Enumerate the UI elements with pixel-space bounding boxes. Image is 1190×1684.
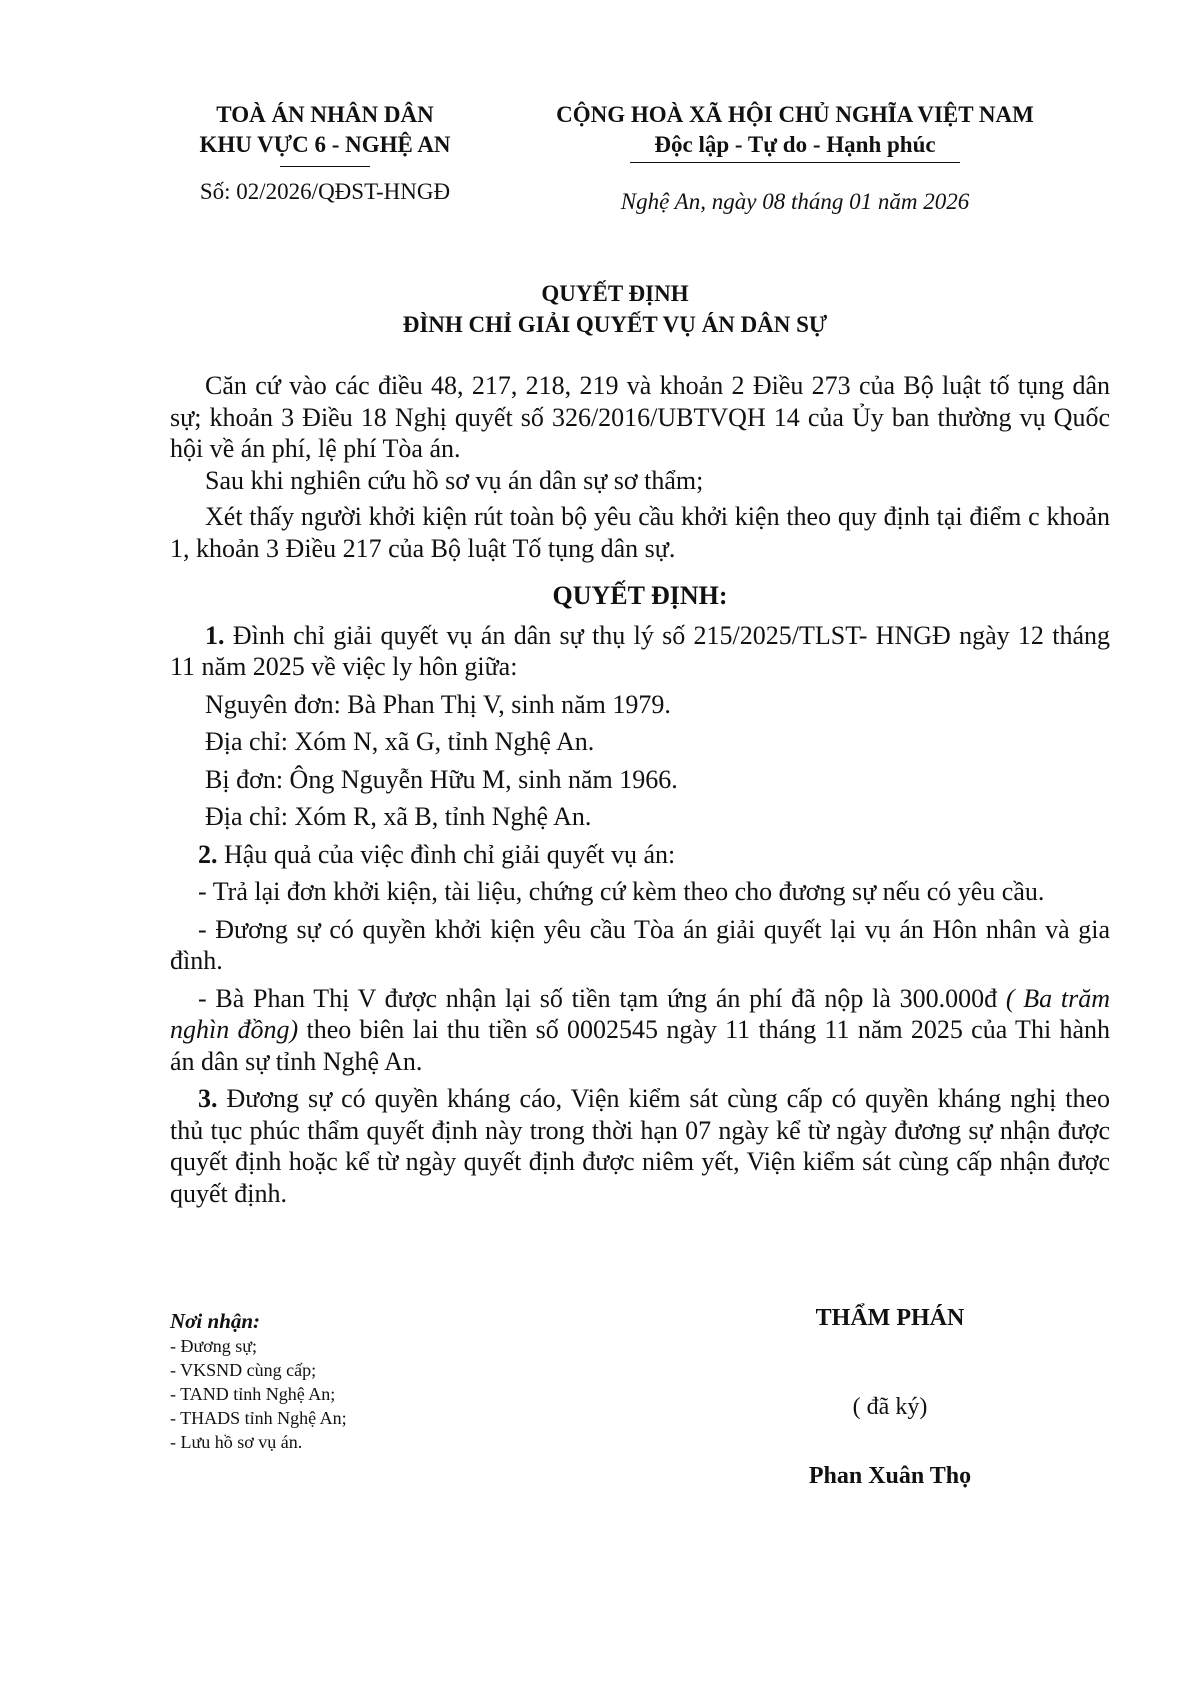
title-line1: QUYẾT ĐỊNH <box>541 281 689 306</box>
fee-receipt-text: theo biên lai thu tiền số 0002545 ngày 11 tháng 11 năm 2025 của Thi hành án dân sự tỉnh Nghệ An. <box>170 1015 1110 1076</box>
recipient-item: - TAND tỉnh Nghệ An; <box>170 1384 336 1404</box>
court-name-line2: KHU VỰC 6 - NGHỆ AN <box>199 132 451 157</box>
plaintiff: Nguyên đơn: Bà Phan Thị V, sinh năm 1979. <box>205 689 671 719</box>
national-motto: Độc lập - Tự do - Hạnh phúc <box>654 132 936 157</box>
item-2-number: 2. <box>198 839 218 869</box>
consequence-right-to-sue: - Đương sự có quyền khởi kiện yêu cầu Tòa án giải quyết lại vụ án Hôn nhân và gia đình. <box>170 914 1110 975</box>
decision-heading: QUYẾT ĐỊNH: <box>552 581 728 610</box>
recipients-block <box>170 1308 347 1454</box>
consequence-fee-refund <box>170 983 1110 1078</box>
item-1-number: 1. <box>205 620 225 650</box>
item-2 <box>170 839 1110 871</box>
national-header <box>530 100 1060 217</box>
defendant: Bị đơn: Ông Nguyễn Hữu M, sinh năm 1966. <box>205 764 678 794</box>
preamble-finding: Xét thấy người khởi kiện rút toàn bộ yêu cầu khởi kiện theo quy định tại điểm c khoản 1, khoản 3 Điều 217 của Bộ luật Tố tụng dân sự. <box>170 502 1110 563</box>
item-2-text: Hậu quả của việc đình chỉ giải quyết vụ án: <box>224 839 676 869</box>
signature-block <box>740 1305 1040 1490</box>
title-line2: ĐÌNH CHỈ GIẢI QUYẾT VỤ ÁN DÂN SỰ <box>402 312 828 337</box>
court-underline <box>280 166 370 167</box>
document-number: Số: 02/2026/QĐST-HNGĐ <box>199 179 451 204</box>
preamble-legal-basis: Căn cứ vào các điều 48, 217, 218, 219 và khoản 2 Điều 273 của Bộ luật tố tụng dân sự; khoản 3 Điều 18 Nghị quyết số 326/2016/UBTVQH 14 của Ủy ban thường vụ Quốc hội về án phí, lệ phí Tòa án. <box>170 371 1110 463</box>
recipients-label: Nơi nhận: <box>170 1309 261 1333</box>
item-1 <box>170 620 1110 683</box>
consequence-return-documents: - Trả lại đơn khởi kiện, tài liệu, chứng cứ kèm theo cho đương sự nếu có yêu cầu. <box>198 877 1045 906</box>
nation-name: CỘNG HOÀ XÃ HỘI CHỦ NGHĨA VIỆT NAM <box>556 102 1034 127</box>
item-3 <box>170 1083 1110 1209</box>
signer-role: THẨM PHÁN <box>815 1305 965 1331</box>
item-3-text: Đương sự có quyền kháng cáo, Viện kiểm sát cùng cấp có quyền kháng nghị theo thủ tục phúc thẩm quyết định này trong thời hạn 07 ngày kể từ ngày đương sự nhận được quyết định hoặc kể từ ngày quyết định được niêm yết, Viện kiểm sát cùng cấp nhận được quyết định. <box>170 1084 1111 1208</box>
court-name-line1: TOÀ ÁN NHÂN DÂN <box>216 102 434 127</box>
defendant-address: Địa chỉ: Xóm R, xã B, tỉnh Nghệ An. <box>205 802 592 831</box>
preamble-review: Sau khi nghiên cứu hồ sơ vụ án dân sự sơ thẩm; <box>205 465 704 495</box>
signer-name: Phan Xuân Thọ <box>808 1463 972 1489</box>
place-date: Nghệ An, ngày 08 tháng 01 năm 2026 <box>620 189 970 214</box>
recipient-item: - THADS tỉnh Nghệ An; <box>170 1408 347 1428</box>
document-body <box>170 370 1110 1209</box>
fee-amount-words: ( Ba trăm nghìn đồng) <box>170 983 1110 1044</box>
motto-underline <box>630 162 960 163</box>
recipient-item: - Lưu hồ sơ vụ án. <box>170 1432 303 1452</box>
signed-note: ( đã ký) <box>852 1394 928 1420</box>
document-title <box>170 278 1060 340</box>
court-header <box>160 100 490 207</box>
recipient-item: - VKSND cùng cấp; <box>170 1360 317 1380</box>
item-1-text: Đình chỉ giải quyết vụ án dân sự thụ lý số 215/2025/TLST- HNGĐ ngày 12 tháng 11 năm 2025 về việc ly hôn giữa: <box>170 620 1111 681</box>
item-3-number: 3. <box>198 1084 218 1113</box>
plaintiff-address: Địa chỉ: Xóm N, xã G, tỉnh Nghệ An. <box>205 727 595 756</box>
recipient-item: - Đương sự; <box>170 1336 258 1356</box>
fee-refund-text: - Bà Phan Thị V được nhận lại số tiền tạm ứng án phí đã nộp là 300.000đ <box>198 983 998 1013</box>
